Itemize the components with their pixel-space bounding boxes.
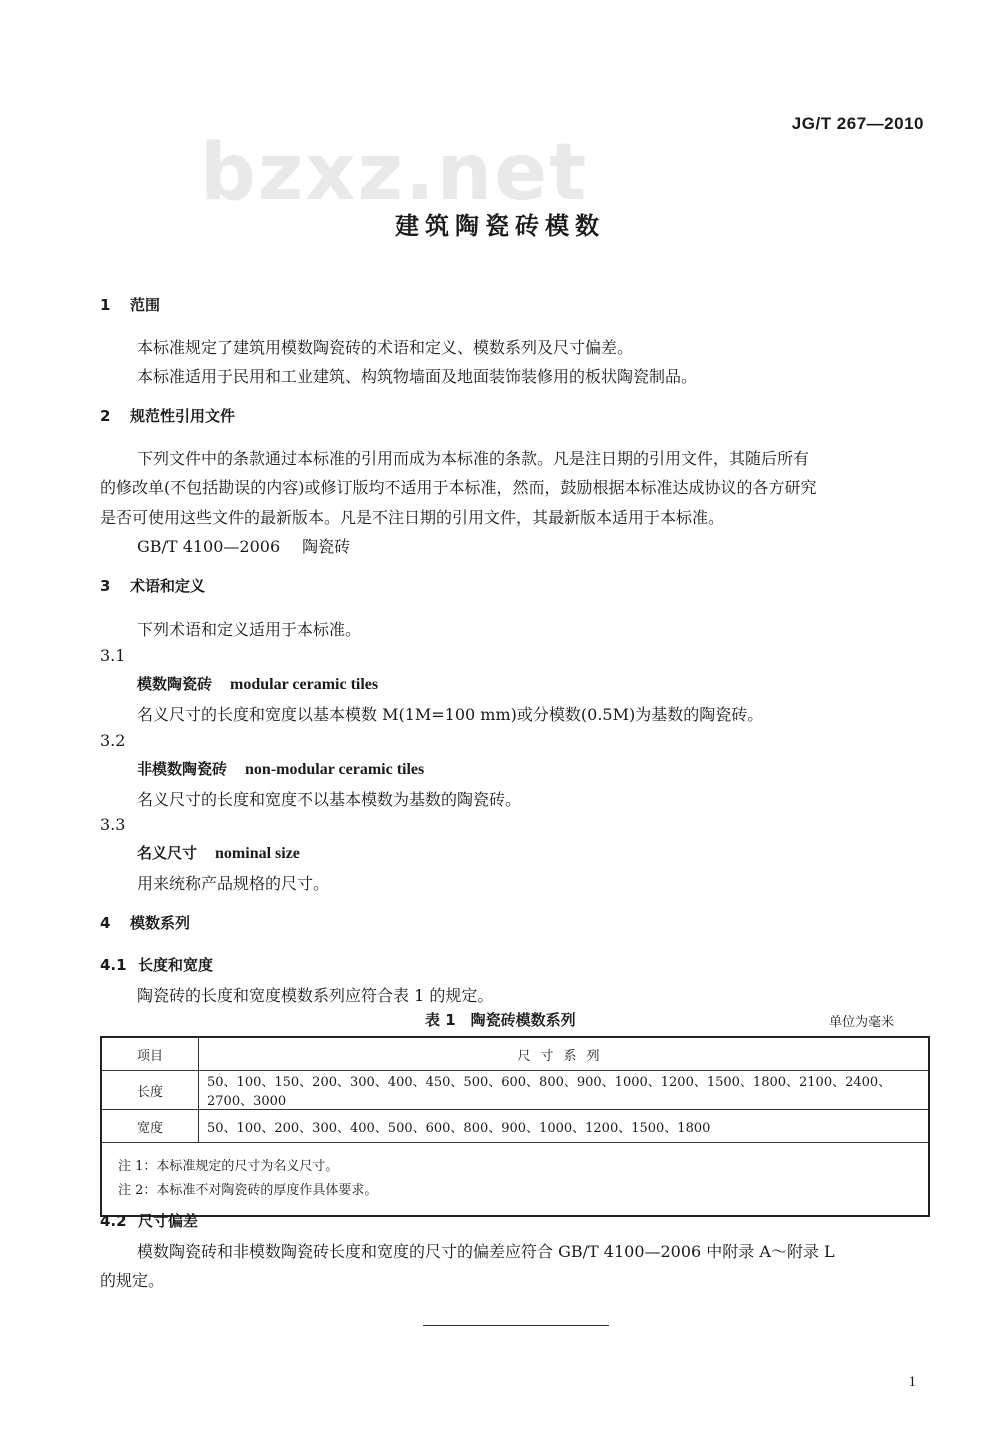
section-title: 术语和定义: [130, 577, 206, 595]
table-unit: 单位为毫米: [829, 1015, 895, 1030]
table-header-row: [101, 1037, 929, 1071]
term-3-1-heading: [137, 673, 378, 694]
page-title: 建筑陶瓷砖模数: [395, 212, 605, 240]
section-title: 模数系列: [130, 914, 191, 932]
section-2-paragraph-line-1: 下列文件中的条款通过本标准的引用而成为本标准的条款。凡是注日期的引用文件，其随后所有: [137, 449, 810, 468]
section-2-paragraph-line-3: 是否可使用这些文件的最新版本。凡是不注日期的引用文件，其最新版本适用于本标准。: [100, 508, 725, 527]
section-2-heading: [100, 405, 235, 426]
modular-series-table: [100, 1036, 930, 1217]
table-note: 注 2：本标准不对陶瓷砖的厚度作具体要求。: [118, 1183, 378, 1198]
section-1-heading: [100, 294, 160, 315]
term-en: nominal size: [215, 845, 300, 862]
term-3-2-heading: [137, 758, 424, 779]
section-4-1-heading: [100, 954, 213, 975]
table-header-cell: 项目: [101, 1037, 199, 1071]
table-header-cell: 尺寸系列: [199, 1037, 930, 1071]
subsection-title: 尺寸偏差: [138, 1212, 199, 1230]
end-divider: [423, 1325, 609, 1326]
table-notes-row: [101, 1143, 929, 1217]
section-4-1-paragraph: 陶瓷砖的长度和宽度模数系列应符合表 1 的规定。: [137, 986, 494, 1005]
term-3-2-number: 3.2: [100, 731, 126, 750]
section-4-2-paragraph-line-2: 的规定。: [100, 1271, 165, 1290]
table-caption: 表 1 陶瓷砖模数系列: [425, 1011, 576, 1029]
section-2-paragraph-line-2: 的修改单(不包括勘误的内容)或修订版均不适用于本标准，然而，鼓励根据本标准达成协议的各方研究: [100, 478, 817, 497]
subsection-title: 长度和宽度: [138, 956, 214, 974]
section-number: 2: [100, 407, 111, 425]
table-cell-values: 50、100、200、300、400、500、600、800、900、1000、1200、1500、1800: [199, 1110, 930, 1143]
watermark: bzxz.net: [200, 128, 589, 218]
table-cell-label: 长度: [101, 1071, 199, 1110]
term-3-3-heading: [137, 842, 300, 863]
section-3-heading: [100, 575, 205, 596]
table-row: [101, 1110, 929, 1143]
section-number: 4: [100, 914, 111, 932]
term-en: modular ceramic tiles: [230, 676, 379, 693]
table-notes: [101, 1143, 929, 1217]
section-title: 规范性引用文件: [130, 407, 236, 425]
term-3-1-number: 3.1: [100, 646, 126, 665]
term-zh: 名义尺寸: [137, 844, 198, 862]
section-4-heading: [100, 912, 190, 933]
subsection-number: 4.2: [100, 1212, 127, 1230]
table-note: 注 1：本标准规定的尺寸为名义尺寸。: [118, 1159, 339, 1174]
term-zh: 模数陶瓷砖: [137, 675, 213, 693]
section-title: 范围: [130, 296, 161, 314]
subsection-number: 4.1: [100, 956, 127, 974]
term-3-1-definition: 名义尺寸的长度和宽度以基本模数 M(1M=100 mm)或分模数(0.5M)为基数的陶瓷砖。: [137, 705, 764, 724]
term-zh: 非模数陶瓷砖: [137, 760, 228, 778]
document-code: JG/T 267—2010: [791, 114, 924, 133]
section-number: 3: [100, 577, 111, 595]
section-3-intro: 下列术语和定义适用于本标准。: [137, 620, 362, 639]
term-3-3-number: 3.3: [100, 815, 126, 834]
term-en: non-modular ceramic tiles: [245, 761, 425, 778]
table-cell-values: 50、100、150、200、300、400、450、500、600、800、900、1000、1200、1500、1800、2100、2400、2700、3000: [199, 1071, 930, 1110]
reference-code: GB/T 4100—2006: [137, 537, 281, 556]
section-4-2-heading: [100, 1210, 198, 1231]
normative-reference: [137, 534, 350, 557]
reference-name: 陶瓷砖: [302, 537, 351, 556]
page-number: 1: [908, 1374, 916, 1390]
table-row: [101, 1071, 929, 1110]
section-1-paragraph-2: 本标准适用于民用和工业建筑、构筑物墙面及地面装饰装修用的板状陶瓷制品。: [137, 367, 698, 386]
section-4-2-paragraph-line-1: 模数陶瓷砖和非模数陶瓷砖长度和宽度的尺寸的偏差应符合 GB/T 4100—2006 中附录 A～附录 L: [137, 1242, 835, 1261]
term-3-2-definition: 名义尺寸的长度和宽度不以基本模数为基数的陶瓷砖。: [137, 790, 522, 809]
table-cell-label: 宽度: [101, 1110, 199, 1143]
section-number: 1: [100, 296, 111, 314]
section-1-paragraph-1: 本标准规定了建筑用模数陶瓷砖的术语和定义、模数系列及尺寸偏差。: [137, 338, 634, 357]
term-3-3-definition: 用来统称产品规格的尺寸。: [137, 874, 330, 893]
